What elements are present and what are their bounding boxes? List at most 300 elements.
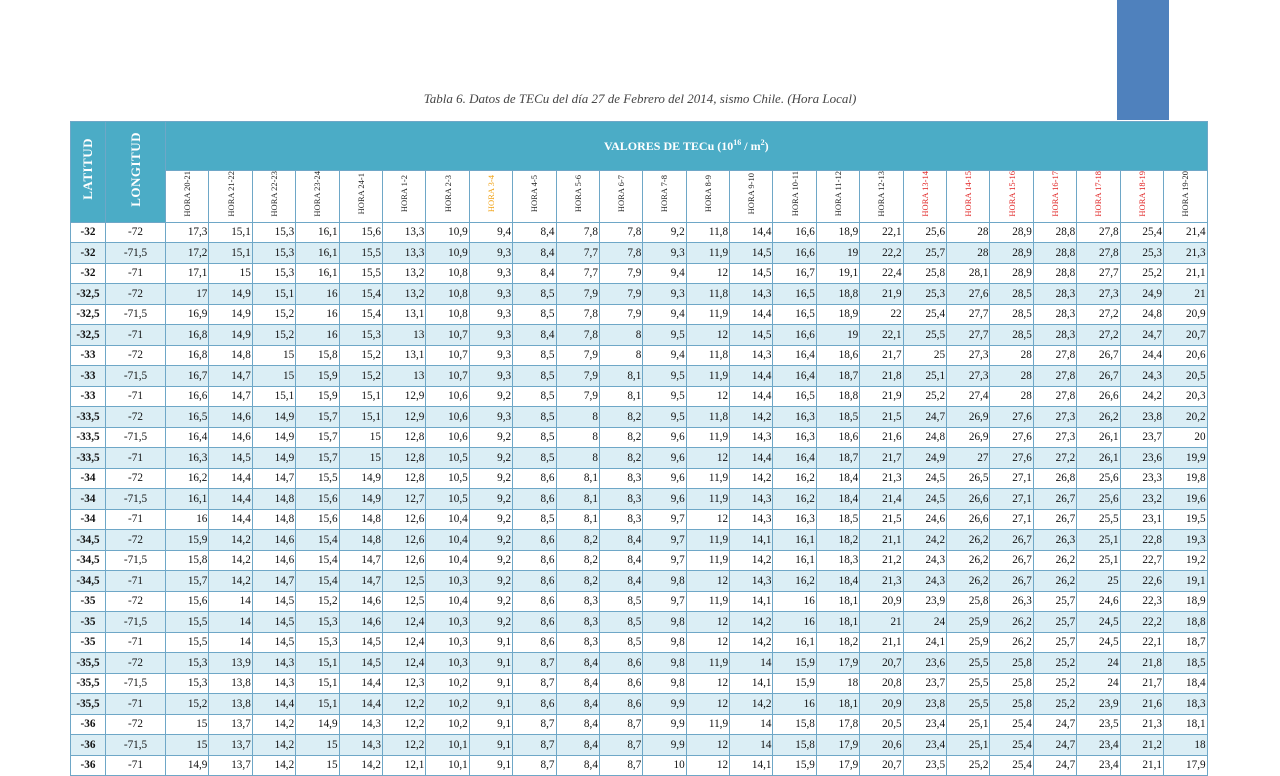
hour-header [513,171,556,223]
latitude-cell: -33,5 [71,407,106,428]
tec-value-cell: 19,1 [1163,571,1207,592]
tec-value-cell: 18 [816,673,859,694]
tec-value-cell: 22,1 [860,222,903,243]
tec-value-cell: 7,7 [556,243,599,264]
tec-value-cell: 13,7 [209,735,252,756]
table-row [71,222,1208,243]
tec-value-cell: 25,9 [947,632,990,653]
tec-value-cell: 14,9 [252,427,295,448]
tec-value-cell: 12,6 [382,550,425,571]
tec-value-cell: 8,5 [513,427,556,448]
latitude-cell: -34,5 [71,571,106,592]
tec-value-cell: 21,6 [860,427,903,448]
tec-value-cell: 14,7 [252,468,295,489]
tec-value-cell: 17,8 [816,714,859,735]
tec-value-cell: 9,2 [469,612,512,633]
tec-value-cell: 9,8 [643,673,686,694]
tec-value-cell: 25,1 [947,735,990,756]
tec-value-cell: 19 [816,325,859,346]
tec-value-cell: 9,1 [469,673,512,694]
tec-value-cell: 25,8 [990,673,1033,694]
tec-value-cell: 14,3 [730,427,773,448]
tec-value-cell: 16,5 [166,407,209,428]
tec-value-cell: 27,6 [990,407,1033,428]
tec-value-cell: 25,8 [947,591,990,612]
tec-value-cell: 21,2 [860,550,903,571]
tec-value-cell: 28,8 [1033,222,1076,243]
tec-value-cell: 15,6 [296,509,339,530]
tec-value-cell: 11,9 [686,468,729,489]
tec-value-cell: 9,7 [643,530,686,551]
tec-value-cell: 22,2 [860,243,903,264]
tec-value-cell: 23,4 [903,714,946,735]
tec-value-cell: 16 [166,509,209,530]
tec-value-cell: 27,8 [1077,222,1120,243]
tec-value-cell: 28,3 [1033,325,1076,346]
hour-label: HORA 18-19 [1136,171,1147,217]
tec-value-cell: 8,5 [513,304,556,325]
tec-value-cell: 15,2 [252,325,295,346]
longitude-cell: -72 [106,468,166,489]
tec-value-cell: 11,9 [686,653,729,674]
tec-value-cell: 23,4 [903,735,946,756]
table-caption: Tabla 6. Datos de TECu del día 27 de Febrero del 2014, sismo Chile. (Hora Local) [423,91,857,106]
tec-value-cell: 11,9 [686,366,729,387]
latitude-cell: -35 [71,632,106,653]
tec-value-cell: 14,9 [166,755,209,776]
tec-value-cell: 26,2 [947,571,990,592]
tec-value-cell: 8,7 [513,735,556,756]
tec-value-cell: 12,4 [382,632,425,653]
tec-value-cell: 9,7 [643,509,686,530]
tec-value-cell: 16,3 [773,509,816,530]
tec-value-cell: 16,7 [166,366,209,387]
tec-value-cell: 16,1 [296,243,339,264]
tec-value-cell: 20,3 [1163,386,1207,407]
tec-value-cell: 9,7 [643,591,686,612]
tec-value-cell: 26,7 [1033,489,1076,510]
tec-value-cell: 15,2 [166,694,209,715]
tec-value-cell: 8,2 [556,571,599,592]
tec-value-cell: 14,2 [730,407,773,428]
tec-value-cell: 12,2 [382,735,425,756]
tec-value-cell: 26,2 [947,530,990,551]
tec-value-cell: 27,7 [1077,263,1120,284]
tec-value-cell: 28 [990,345,1033,366]
tec-value-cell: 14,3 [339,714,382,735]
tec-value-cell: 15,3 [252,243,295,264]
tec-value-cell: 13 [382,325,425,346]
tec-value-cell: 13,1 [382,304,425,325]
latitude-cell: -32,5 [71,284,106,305]
tec-value-cell: 24,9 [1120,284,1163,305]
tec-value-cell: 7,9 [599,284,642,305]
hour-header [1163,171,1207,223]
tec-value-cell: 8,5 [513,386,556,407]
tec-value-cell: 8 [599,345,642,366]
tec-value-cell: 15,8 [773,714,816,735]
tec-value-cell: 10,8 [426,304,469,325]
tec-value-cell: 20,7 [860,653,903,674]
tec-value-cell: 8,5 [513,448,556,469]
latitude-cell: -33 [71,366,106,387]
tec-value-cell: 15,3 [296,632,339,653]
tec-value-cell: 16 [296,325,339,346]
tec-value-cell: 10,5 [426,448,469,469]
tec-value-cell: 21,4 [860,489,903,510]
table-row [71,468,1208,489]
table-row [71,448,1208,469]
tec-value-cell: 12 [686,509,729,530]
table-row [71,263,1208,284]
tec-value-cell: 8,4 [599,571,642,592]
tec-value-cell: 10,9 [426,243,469,264]
tec-value-cell: 12,5 [382,591,425,612]
tec-value-cell: 18,5 [816,509,859,530]
tec-value-cell: 25,7 [1033,591,1076,612]
tec-value-cell: 15,2 [296,591,339,612]
tec-value-cell: 27,1 [990,509,1033,530]
tec-value-cell: 13,3 [382,222,425,243]
tec-value-cell: 26,2 [1033,550,1076,571]
hour-label: HORA 19-20 [1180,171,1191,217]
tec-value-cell: 25,2 [1033,653,1076,674]
tec-value-cell: 24,7 [1033,755,1076,776]
hour-label: HORA 4-5 [529,175,540,213]
tec-value-cell: 15,3 [296,612,339,633]
hour-header [816,171,859,223]
tec-value-cell: 15 [209,263,252,284]
table-row [71,694,1208,715]
tec-value-cell: 25,9 [947,612,990,633]
tec-value-cell: 10,8 [426,284,469,305]
tec-value-cell: 24,4 [1120,345,1163,366]
tec-value-cell: 12,2 [382,714,425,735]
hour-label: HORA 9-10 [746,173,757,215]
tec-value-cell: 25,4 [1120,222,1163,243]
tec-value-cell: 22 [860,304,903,325]
tec-value-cell: 27,8 [1033,386,1076,407]
tec-value-cell: 14,9 [209,284,252,305]
tec-value-cell: 14,4 [252,694,295,715]
tec-value-cell: 20,9 [1163,304,1207,325]
tec-value-cell: 8,6 [513,632,556,653]
latitude-cell: -33 [71,386,106,407]
tec-value-cell: 16,5 [773,284,816,305]
tec-value-cell: 24,2 [903,530,946,551]
tec-value-cell: 8,4 [556,735,599,756]
tec-value-cell: 16,4 [773,366,816,387]
tec-value-cell: 24,5 [1077,632,1120,653]
tec-value-cell: 13,7 [209,755,252,776]
tec-value-cell: 7,8 [556,222,599,243]
tec-value-cell: 14,4 [730,304,773,325]
table-row [71,714,1208,735]
tec-value-cell: 18,7 [816,366,859,387]
tec-value-cell: 15,7 [296,407,339,428]
hour-label: HORA 8-9 [702,175,713,213]
tec-value-cell: 27,2 [1033,448,1076,469]
tec-value-cell: 14,3 [252,673,295,694]
tec-value-cell: 12,8 [382,427,425,448]
tec-value-cell: 14,2 [252,735,295,756]
tec-value-cell: 28,9 [990,222,1033,243]
tec-value-cell: 24,5 [1077,612,1120,633]
tec-value-cell: 14,2 [209,550,252,571]
tec-value-cell: 14,9 [252,407,295,428]
table-row [71,530,1208,551]
tec-value-cell: 8,6 [513,694,556,715]
tec-value-cell: 9,4 [643,304,686,325]
tec-value-cell: 26,2 [1033,571,1076,592]
table-row [71,550,1208,571]
tec-value-cell: 21,2 [1120,735,1163,756]
tec-value-cell: 15,1 [209,243,252,264]
tec-value-cell: 15,6 [339,222,382,243]
tec-value-cell: 24,6 [1077,591,1120,612]
latitud-header: LATITUD [71,122,106,223]
tec-value-cell: 9,2 [469,468,512,489]
tec-value-cell: 19,6 [1163,489,1207,510]
tec-value-cell: 16,4 [166,427,209,448]
tec-value-cell: 8,2 [599,427,642,448]
table-row [71,612,1208,633]
tec-value-cell: 14,2 [252,755,295,776]
tec-value-cell: 12,9 [382,407,425,428]
latitude-cell: -34 [71,468,106,489]
longitude-cell: -72 [106,591,166,612]
tec-value-cell: 17,9 [816,755,859,776]
tec-value-cell: 15,3 [252,222,295,243]
tec-value-cell: 27,7 [947,304,990,325]
tec-value-cell: 16,1 [773,530,816,551]
tec-value-cell: 14,1 [730,755,773,776]
tec-value-cell: 20,9 [860,694,903,715]
tec-value-cell: 26,2 [990,612,1033,633]
tec-value-cell: 24,7 [903,407,946,428]
tec-value-cell: 8,5 [599,612,642,633]
longitude-cell: -71,5 [106,550,166,571]
tec-value-cell: 18,2 [816,530,859,551]
tec-value-cell: 15,4 [339,304,382,325]
tec-value-cell: 8 [556,407,599,428]
tec-value-cell: 11,8 [686,407,729,428]
tec-value-cell: 15 [252,345,295,366]
tec-value-cell: 8,4 [556,714,599,735]
tec-value-cell: 7,8 [556,304,599,325]
tec-value-cell: 25,2 [1033,694,1076,715]
tec-value-cell: 14,8 [209,345,252,366]
tec-value-cell: 16,5 [773,386,816,407]
tec-value-cell: 9,1 [469,755,512,776]
tec-value-cell: 21,3 [860,571,903,592]
tec-value-cell: 9,4 [469,222,512,243]
table-row [71,386,1208,407]
tec-value-cell: 14,2 [730,612,773,633]
tec-value-cell: 11,9 [686,530,729,551]
tec-value-cell: 28,8 [1033,243,1076,264]
tec-value-cell: 14,2 [252,714,295,735]
table-row [71,653,1208,674]
tec-value-cell: 14,5 [252,591,295,612]
latitude-cell: -33,5 [71,427,106,448]
tec-value-cell: 16,4 [773,448,816,469]
tec-value-cell: 25,5 [947,694,990,715]
longitude-cell: -71 [106,755,166,776]
tec-value-cell: 25,2 [1033,673,1076,694]
tec-value-cell: 21,7 [1120,673,1163,694]
tec-value-cell: 14,9 [339,468,382,489]
tec-value-cell: 10,3 [426,612,469,633]
tec-value-cell: 21 [1163,284,1207,305]
tec-value-cell: 9,3 [469,304,512,325]
tec-value-cell: 18,2 [816,632,859,653]
tec-value-cell: 22,1 [1120,632,1163,653]
tec-value-cell: 27,1 [990,489,1033,510]
tec-value-cell: 12,4 [382,653,425,674]
table-row [71,489,1208,510]
tec-value-cell: 21,8 [1120,653,1163,674]
tec-value-cell: 9,5 [643,386,686,407]
tec-value-cell: 14,2 [730,468,773,489]
tec-value-cell: 14,9 [209,325,252,346]
tec-value-cell: 7,9 [599,304,642,325]
tec-value-cell: 16,2 [773,571,816,592]
hour-header [339,171,382,223]
latitude-cell: -34,5 [71,530,106,551]
tec-value-cell: 24,7 [1033,735,1076,756]
hour-label: HORA 21-22 [225,171,236,217]
tec-value-cell: 15,7 [166,571,209,592]
tec-value-cell: 24,8 [903,427,946,448]
tec-value-cell: 14,4 [730,366,773,387]
tec-value-cell: 12,3 [382,673,425,694]
tec-value-cell: 21,3 [1120,714,1163,735]
tec-value-cell: 10,5 [426,468,469,489]
tec-value-cell: 12 [686,735,729,756]
table-row [71,366,1208,387]
tec-value-cell: 14,4 [339,694,382,715]
tec-value-cell: 18,8 [816,284,859,305]
tec-value-cell: 27,6 [990,427,1033,448]
tec-value-cell: 10,7 [426,325,469,346]
tec-value-cell: 25,2 [947,755,990,776]
tec-value-cell: 18,4 [816,489,859,510]
longitud-header: LONGITUD [106,122,166,223]
tec-value-cell: 8,1 [556,509,599,530]
tec-value-cell: 18,3 [1163,694,1207,715]
table-row [71,755,1208,776]
tec-value-cell: 14,7 [339,550,382,571]
tec-value-cell: 10,4 [426,591,469,612]
tec-value-cell: 8,6 [599,694,642,715]
longitude-cell: -72 [106,345,166,366]
longitude-cell: -71 [106,263,166,284]
latitude-cell: -32 [71,222,106,243]
table-row [71,407,1208,428]
tec-value-cell: 10,7 [426,345,469,366]
tec-value-cell: 26,9 [947,407,990,428]
tec-value-cell: 18 [1163,735,1207,756]
tec-value-cell: 8,2 [599,448,642,469]
tec-value-cell: 14 [730,714,773,735]
tec-value-cell: 14 [209,632,252,653]
tec-value-cell: 19,3 [1163,530,1207,551]
tec-value-cell: 28,5 [990,325,1033,346]
tec-value-cell: 8,5 [513,407,556,428]
tec-value-cell: 10,9 [426,222,469,243]
tec-value-cell: 24,1 [903,632,946,653]
tec-value-cell: 8,2 [556,530,599,551]
tec-value-cell: 18,1 [816,694,859,715]
tec-value-cell: 16,6 [773,325,816,346]
tec-value-cell: 24,7 [1033,714,1076,735]
tec-value-cell: 12 [686,386,729,407]
tec-value-cell: 22,6 [1120,571,1163,592]
longitude-cell: -71 [106,386,166,407]
tec-value-cell: 8,4 [513,325,556,346]
tec-value-cell: 26,8 [1033,468,1076,489]
tec-value-cell: 9,3 [469,345,512,366]
tec-value-cell: 9,8 [643,612,686,633]
tec-value-cell: 21,5 [860,509,903,530]
tec-value-cell: 8,7 [599,735,642,756]
table-row [71,427,1208,448]
tec-value-cell: 24,2 [1120,386,1163,407]
tec-value-cell: 26,6 [947,509,990,530]
tec-value-cell: 25,4 [990,755,1033,776]
tec-value-cell: 27,6 [947,284,990,305]
tec-value-cell: 15,3 [252,263,295,284]
tec-value-cell: 16,1 [296,222,339,243]
hour-header [730,171,773,223]
tec-value-cell: 10,2 [426,714,469,735]
table-row [71,304,1208,325]
tec-value-cell: 9,8 [643,653,686,674]
tec-value-cell: 25,6 [1077,468,1120,489]
tec-value-cell: 17,3 [166,222,209,243]
tec-value-cell: 21,1 [1163,263,1207,284]
tec-value-cell: 15,8 [773,735,816,756]
longitude-cell: -71,5 [106,673,166,694]
latitude-cell: -34 [71,489,106,510]
tec-value-cell: 9,2 [469,489,512,510]
tec-value-cell: 23,4 [1077,735,1120,756]
tec-value-cell: 8,1 [599,366,642,387]
hour-header [252,171,295,223]
tec-value-cell: 13,9 [209,653,252,674]
tec-value-cell: 16,7 [773,263,816,284]
tec-value-cell: 27,7 [947,325,990,346]
hour-label: HORA 2-3 [442,175,453,213]
tec-value-cell: 15,9 [773,755,816,776]
tec-value-cell: 15,1 [339,386,382,407]
tec-value-cell: 28,5 [990,304,1033,325]
tec-value-cell: 15,4 [296,530,339,551]
tec-value-cell: 20,7 [860,755,903,776]
tec-value-cell: 23,4 [1077,755,1120,776]
tec-value-cell: 15,3 [166,653,209,674]
tec-value-cell: 14,3 [730,489,773,510]
tec-value-cell: 18,9 [816,304,859,325]
tec-value-cell: 22,2 [1120,612,1163,633]
tec-value-cell: 14,4 [209,468,252,489]
tec-value-cell: 25 [1077,571,1120,592]
tec-value-cell: 27,3 [1033,427,1076,448]
tec-value-cell: 17,9 [816,653,859,674]
tec-value-cell: 11,9 [686,427,729,448]
tec-value-cell: 14,4 [339,673,382,694]
